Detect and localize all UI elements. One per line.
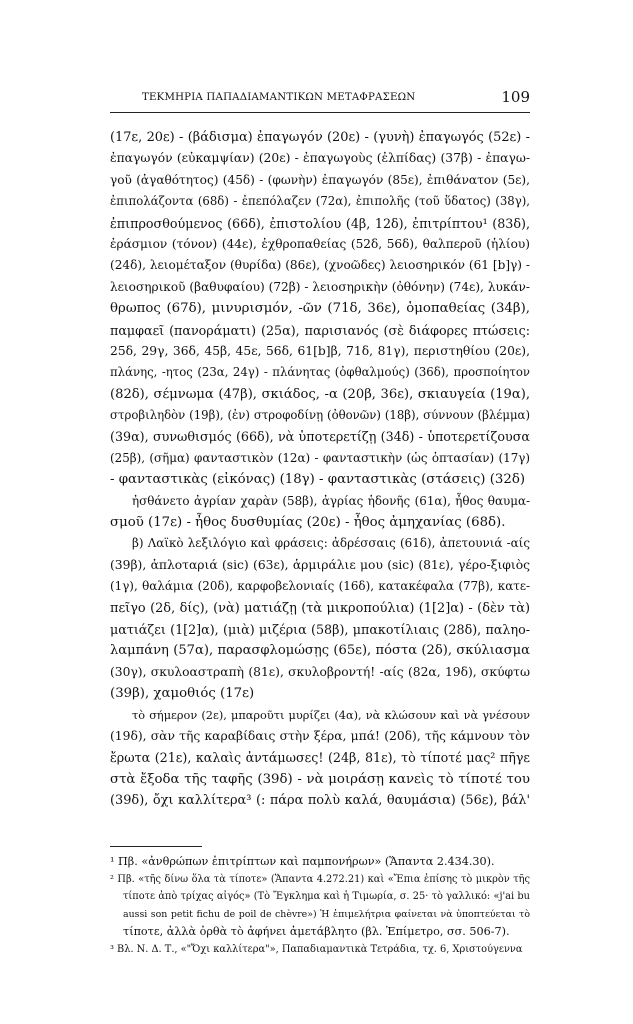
body-line: (30γ), σκυλοαστραπὴ (81ε), σκυλοβροντή! -αίς (82α, 19δ), σκύφτω <box>110 664 530 679</box>
body-line: ἔρωτα (21ε), καλαὶς ἀντάμωσες! (24β, 81ε), τὸ τίποτέ μας² πῆγε <box>110 750 530 766</box>
body-line: τὸ σήμερον (2ε), μπαροῦτι μυρίζει (4α), νὰ κλώσουν καὶ νὰ γνέσουν <box>132 708 530 722</box>
body-line: παμφαεῖ (πανοράματι) (25α), παρισιανός (σὲ διάφορες πτώσεις: <box>110 322 530 338</box>
running-title: ΤΕΚΜΗΡΙΑ ΠΑΠΑΔΙΑΜΑΝΤΙΚΩΝ ΜΕΤΑΦΡΑΣΕΩΝ <box>142 92 416 103</box>
footnotes <box>110 853 530 959</box>
body-line: πλάνης, -ητος (23α, 24γ) - πλάνητας (ὀφθαλμούς) (36δ), προσποίητον <box>110 365 530 380</box>
footnote-rule <box>110 846 202 847</box>
body-line: (39β), χαμοθιός (17ε) <box>110 686 255 702</box>
body-line: (25β), (σῆμα) φανταστικὸν (12α) - φανταστικὴν (ὡς ὀπτασίαν) (17γ) <box>110 450 530 465</box>
body-line: θρωπος (67δ), μινυρισμόν, -ῶν (71δ, 36ε), ὁμοπαθείας (34β), <box>110 301 530 317</box>
body-line: (39β), ἁπλοταριά (sic) (63ε), ἁρμιράλιε μου (sic) (81ε), γέρο-ξιφιὸς <box>110 557 530 572</box>
running-head <box>110 88 530 112</box>
footnote-line: ² Πβ. «τῆς δίνω ὅλα τὰ τίποτε» (Ἅπαντα 4.272.21) καὶ «Ἔπια ἐπίσης τὸ μικρὸν τῆς <box>110 873 530 885</box>
body-line: (17ε, 20ε) - (βάδισμα) ἐπαγωγόν (20ε) - (γυνὴ) ἐπαγωγός (52ε) - <box>110 130 530 145</box>
body-line: (39δ), ὄχι καλλίτερα³ (: πάρα πολὺ καλά, θαυμάσια) (56ε), βάλ' <box>110 793 530 809</box>
body-line: στὰ ἔξοδα τῆς ταφῆς (39δ) - νὰ μοιράσῃ κανεὶς τὸ τίποτέ του <box>110 771 530 787</box>
body-line: β) Λαϊκὸ λεξιλόγιο καὶ φράσεις: ἀδρέσσαις (61δ), ἀπετουνιά -αίς <box>132 536 530 551</box>
body-line: ματιάζει (1[2]α), (μιὰ) μιζέρια (58β), μπακοτίλιαις (28δ), παληο- <box>110 621 530 637</box>
body-line: πεῖγο (2δ, δίς), (νὰ) ματιάζῃ (τὰ μικροπούλια) (1[2]α) - (δὲν τὰ) <box>110 600 530 616</box>
body-line: λαμπάνη (57α), παρασφλομώσῃς (65ε), πόστα (2δ), σκύλιασμα <box>110 643 530 659</box>
footnote-line: τίποτε ἀπὸ τρίχας αἰγός» (Τὸ Ἔγκλημα καὶ ἡ Τιμωρία, σ. 25· τὸ γαλλικό: «j'ai bu <box>123 891 530 903</box>
body-line: (1γ), θαλάμια (20δ), καρφοβελονιαίς (16δ), κατακέφαλα (77β), κατε- <box>110 579 530 594</box>
body-line: στροβιληδὸν (19β), (ἐν) στροφοδίνῃ (ὀθονῶν) (18β), σύννουν (βλέμμα) <box>110 408 530 423</box>
body-line: γοῦ (ἀγαθότητος) (45δ) - (φωνὴν) ἐπαγωγόν (85ε), ἐπιθάνατον (5ε), <box>110 172 530 187</box>
body-text <box>110 127 530 812</box>
body-line: - φανταστικὰς (εἰκόνας) (18γ) - φανταστικὰς (στάσεις) (32δ) <box>110 472 526 488</box>
body-line: ἠσθάνετο ἀγρίαν χαρὰν (58β), ἀγρίας ἡδονῆς (61α), ἦθος θαυμα- <box>132 493 530 508</box>
header-rule <box>110 112 530 113</box>
body-line: ἐπιπροσθούμενος (66δ), ἐπιστολίου (4β, 12δ), ἐπιτρίπτου¹ (83δ), <box>110 215 530 231</box>
body-line: 25δ, 29γ, 36δ, 45β, 45ε, 56δ, 61[b]β, 71δ, 81γ), περιστηθίου (20ε), <box>110 343 530 358</box>
body-line: (19δ), σὰν τῆς καραβίδαις στὴν ξέρα, μπά! (20δ), τῆς κάμνουν τὸν <box>110 728 530 743</box>
footnote-line: aussi son petit fichu de poil de chèvre») Ἡ ἐπιμελήτρια φαίνεται νὰ ὑποπτεύεται τὸ <box>123 908 530 920</box>
body-line: (39α), συνωθισμός (66δ), νὰ ὑποτερετίζῃ (34δ) - ὑποτερετίζουσα <box>110 429 530 445</box>
body-line: (82δ), σέμνωμα (47β), σκιάδος, -α (20β, 36ε), σκιαυγεία (19α), <box>110 386 530 402</box>
footnote-line: ³ Βλ. Ν. Δ. Τ., «"Ὄχι καλλίτερα"», Παπαδιαμαντικὰ Τετράδια, τχ. 6, Χριστούγεννα <box>110 943 523 955</box>
body-line: ἐπιπολάζοντα (68δ) - ἐπεπόλαζεν (72α), ἐπιπολῆς (τοῦ ὕδατος) (38γ), <box>110 194 530 209</box>
body-line: ἐράσμιον (τόνον) (44ε), ἐχθροπαθείας (52δ, 56δ), θαλπεροῦ (ἡλίου) <box>110 236 530 251</box>
footnote-line: τίποτε, ἀλλὰ ὀρθὰ τὸ ἀφήνει ἀμετάβλητο (βλ. Ἐπίμετρο, σσ. 506-7). <box>123 925 510 939</box>
footnote-line: ¹ Πβ. «ἀνθρώπων ἐπιτρίπτων καὶ παμπονήρων» (Ἅπαντα 2.434.30). <box>110 855 495 868</box>
body-line: σμοῦ (17ε) - ἦθος δυσθυμίας (20ε) - ἦθος ἀμηχανίας (68δ). <box>110 515 506 531</box>
body-line: (24δ), λειομέταξον (θυρίδα) (86ε), (χνοῶδες) λειοσηρικόν (61 [b]γ) - <box>110 258 530 273</box>
page-number: 109 <box>501 88 530 106</box>
body-line: ἐπαγωγόν (εὐκαμψίαν) (20ε) - ἐπαγωγοὺς (ἐλπίδας) (37β) - ἐπαγω- <box>110 151 530 166</box>
body-line: λειοσηρικοῦ (βαθυφαίου) (72β) - λειοσηρικὴν (ὀθόνην) (74ε), λυκάν- <box>110 279 530 294</box>
